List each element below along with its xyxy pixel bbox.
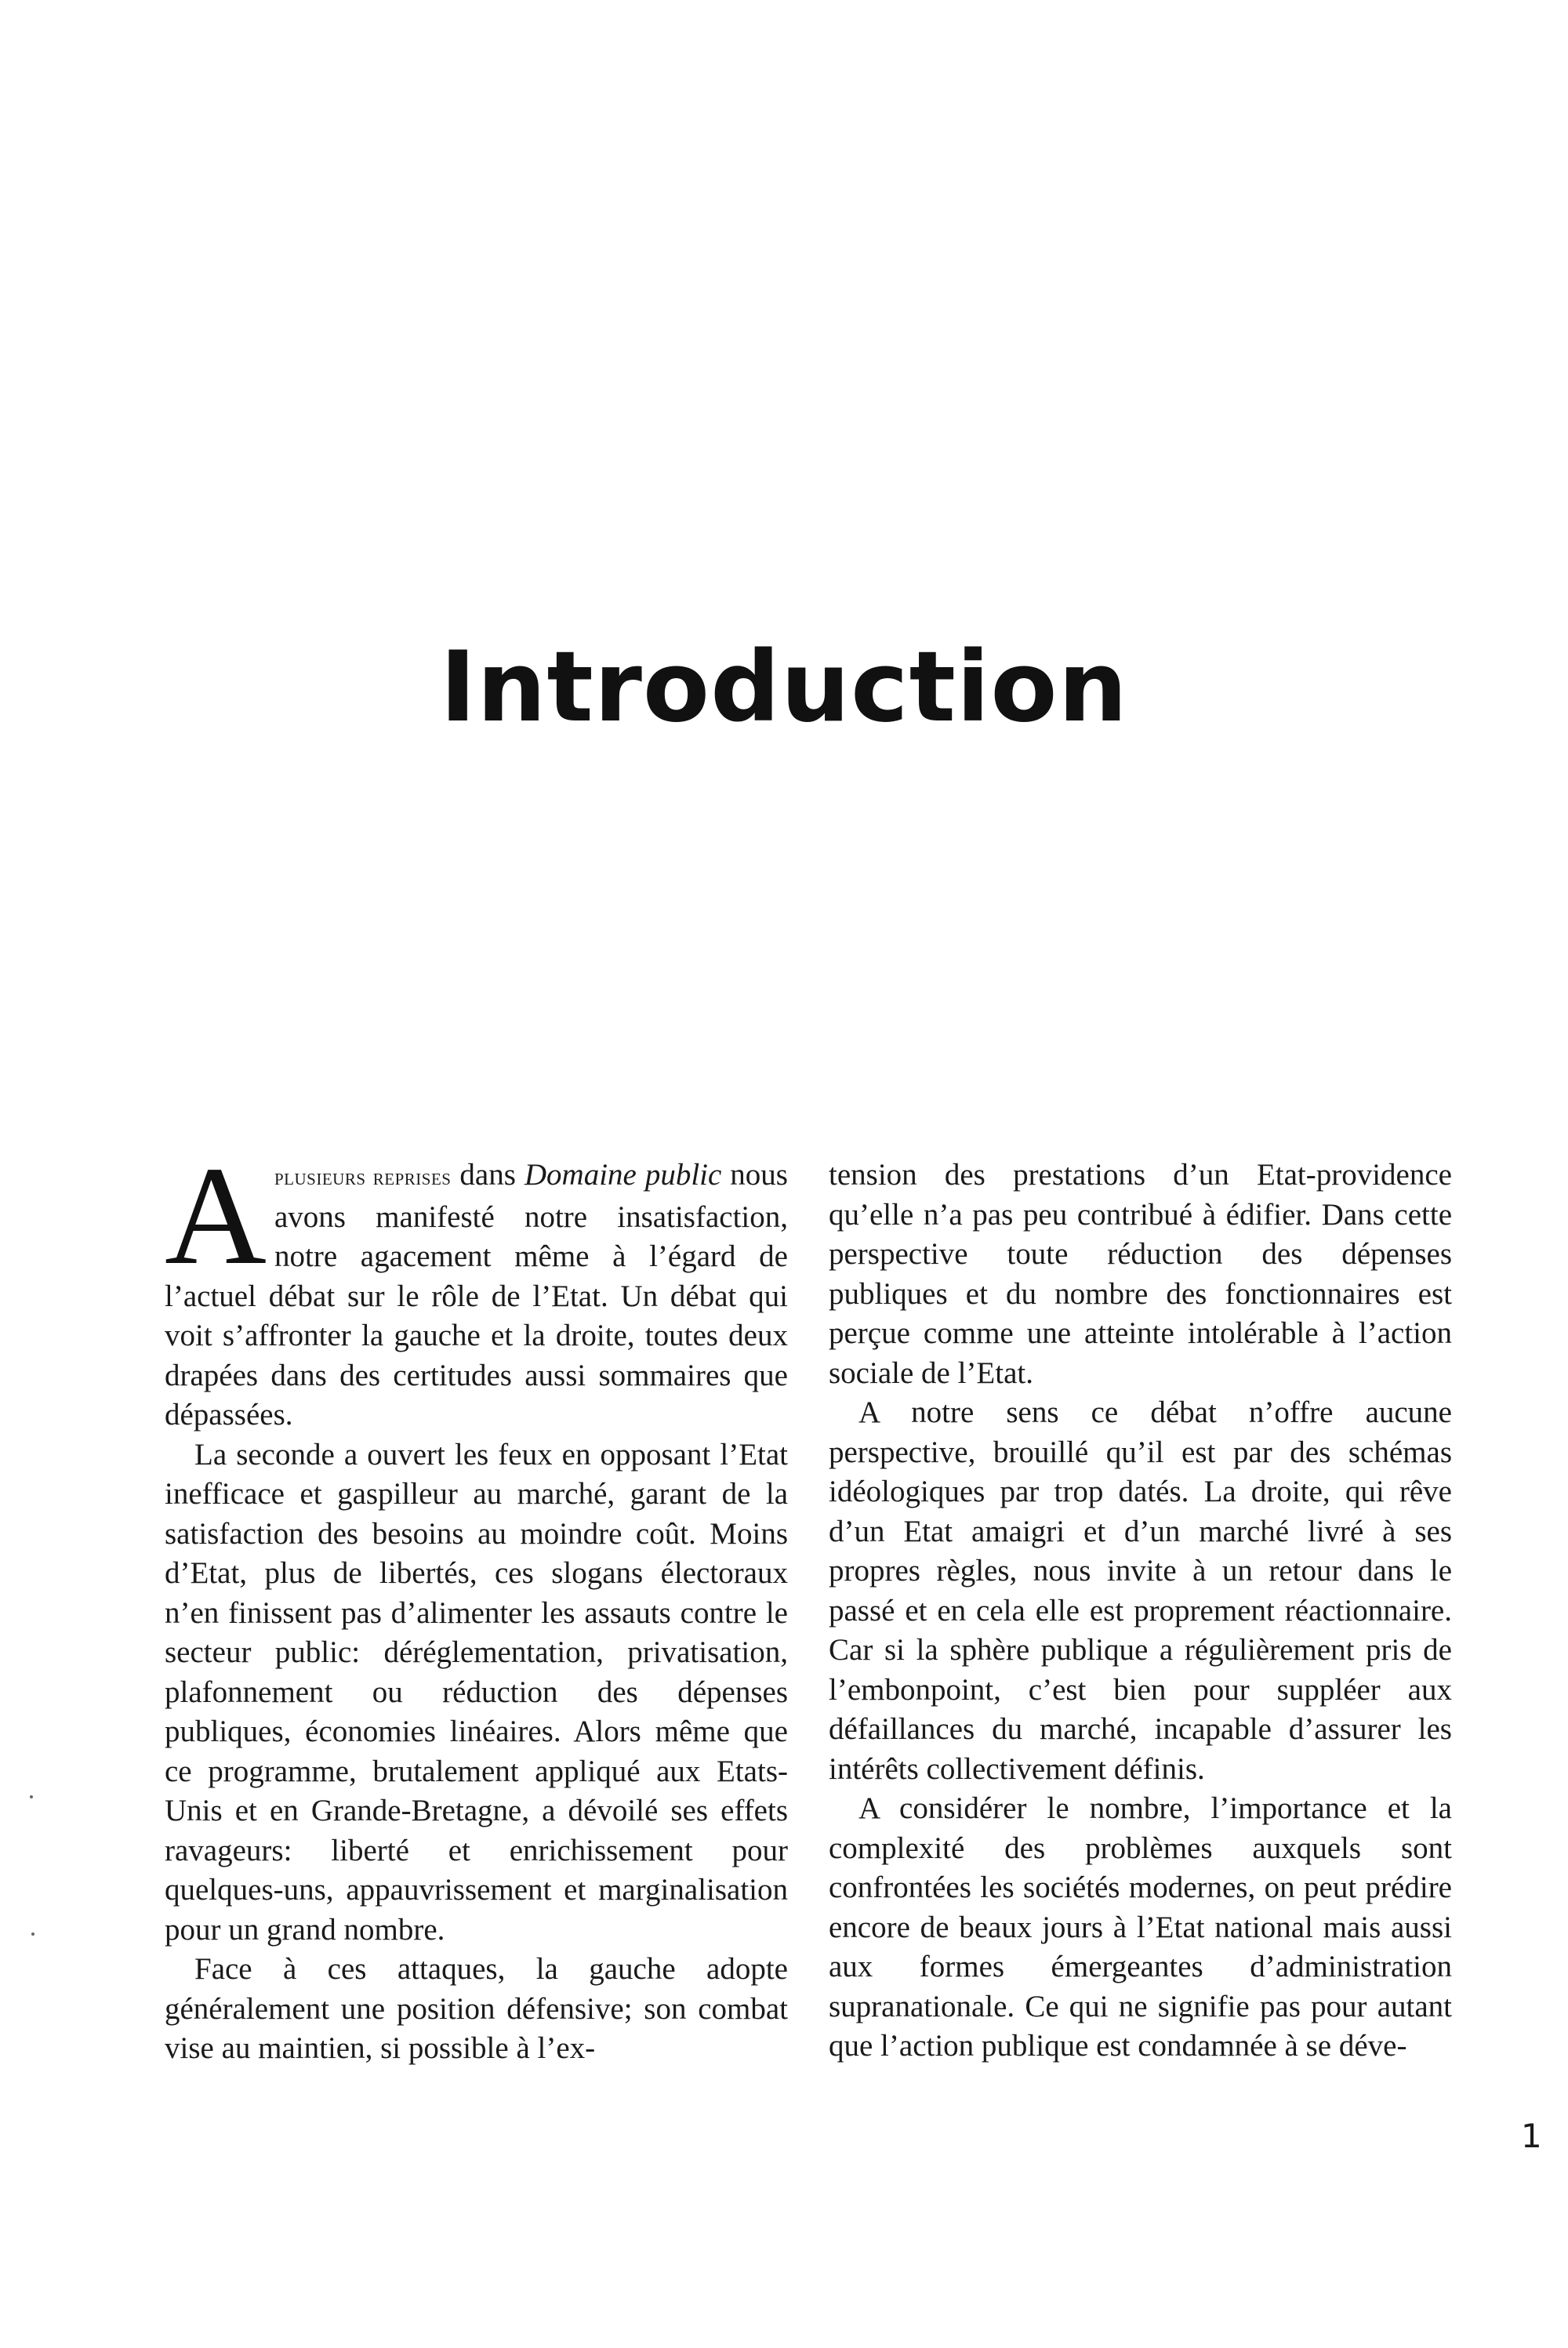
page-number: 1 [1521,2117,1542,2155]
paragraph-5: A notre sens ce débat n’offre aucune perspective, brouillé qu’il est par des schémas idéologiques par trop datés. La droite, qui rêve d’un Etat amaigri et d’un marché livré à ses propres règles, nous invite à un retour dans le passé et en cela elle est proprement réactionnaire. Car si la sphère publique a régulièrement pris de l’embonpoint, c’est bien pour suppléer aux défaillances du marché, incapable d’assurer les intérêts collectivement définis. [829,1395,1452,1786]
left-text-column [165,1138,788,2069]
paragraph-1-text-b: nous avons manifesté notre insatisfaction, notre agacement même à l’égard de l’actuel débat sur le rôle de l’Etat. Un débat qui voit s’affronter la gauche et la droite, toutes deux drapées dans des certitudes aussi sommaires que dépassées. [165,1158,788,1432]
scan-speck [31,1932,34,1936]
paragraph-1-text-a: dans [451,1158,524,1192]
paragraph-1 [165,1138,788,1435]
paragraph-6: A considérer le nombre, l’importance et la complexité des problèmes auxquels sont confrontées les sociétés modernes, on peut prédire encore de beaux jours à l’Etat national mais aussi aux formes émergeantes d’administration supranationale. Ce qui ne signifie pas pour autant que l’action publique est condamnée à se déve- [829,1791,1452,2063]
scan-speck [30,1795,33,1798]
right-text-column [829,1156,1452,2067]
paragraph-3: Face à ces attaques, la gauche adopte généralement une position défensive; son combat vise au maintien, si possible à l’ex- [165,1952,788,2065]
chapter-title: Introduction [440,631,1128,744]
paragraph-2: La seconde a ouvert les feux en opposant l’Etat inefficace et gaspilleur au marché, garant de la satisfaction des besoins au moindre coût. Moins d’Etat, plus de libertés, ces slogans électoraux n’en finissent pas d’alimenter les assauts contre le secteur public: déréglementation, privatisation, plafonnement ou réduction des dépenses publiques, économies linéaires. Alors même que ce programme, brutalement appliqué aux Etats-Unis et en Grande-Bretagne, a dévoilé ses effets ravageurs: liberté et enrichissement pour quelques-uns, appauvrissement et marginalisation pour un grand nombre. [165,1437,788,1947]
paragraph-4: tension des prestations d’un Etat-providence qu’elle n’a pas peu contribué à édifier. Dans cette perspective toute réduction des dépenses publiques et du nombre des fonctionnaires est perçue comme une atteinte intolérable à l’action sociale de l’Etat. [829,1158,1452,1390]
publication-title: Domaine public [524,1158,722,1192]
small-caps-lead: plusieurs reprises [274,1164,452,1190]
drop-cap: A [165,1138,267,1294]
